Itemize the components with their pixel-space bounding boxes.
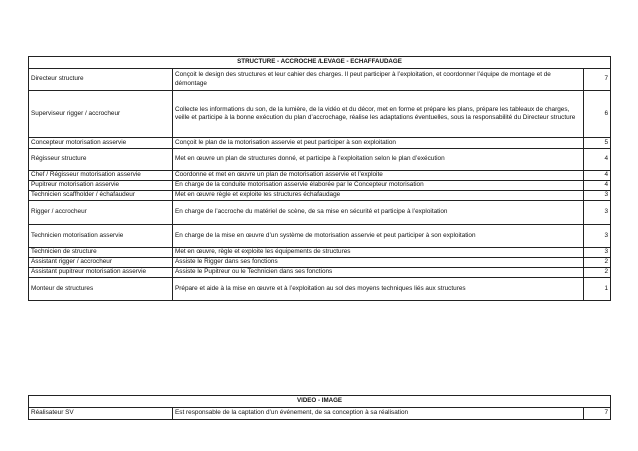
level-cell: 4 [584, 171, 611, 181]
description-cell: Coordonne et met en œuvre un plan de motorisation asservie et l’exploite [173, 171, 584, 181]
description-cell: Prépare et aide à la mise en œuvre et à l’exploitation au sol des moyens techniques liés aux structures [173, 278, 584, 301]
table-row [29, 201, 611, 225]
role-cell: Concepteur motorisation asservie [29, 138, 173, 149]
table-row [29, 408, 611, 420]
role-cell: Régisseur structure [29, 149, 173, 171]
table-row [29, 225, 611, 248]
table-row [29, 149, 611, 171]
level-cell: 3 [584, 225, 611, 248]
description-cell: En charge de la mise en œuvre d’un système de motorisation asservie et peut participer à son exploitation [173, 225, 584, 248]
role-cell: Pupitreur motorisation asservie [29, 181, 173, 191]
level-cell: 2 [584, 258, 611, 268]
role-cell: Rigger / accrocheur [29, 201, 173, 225]
section-title: STRUCTURE - ACCROCHE /LEVAGE - ECHAFFAUDAGE [29, 57, 611, 69]
description-cell: Collecte les informations du son, de la lumière, de la vidéo et du décor, met en forme et prépare les plans, prépare les tableaux de charges, veille et participe à la bonne exécution du plan d’accrochage, réalise les adaptations éventuelles, sous la responsabilité du Directeur structure [173, 91, 584, 138]
level-cell: 3 [584, 191, 611, 201]
section-header-row [29, 396, 611, 408]
description-cell: Assiste le Pupitreur ou le Technicien dans ses fonctions [173, 268, 584, 278]
section-header-row [29, 57, 611, 69]
table-row [29, 278, 611, 301]
table-row [29, 171, 611, 181]
description-cell: Conçoit le design des structures et leur cahier des charges. Il peut participer à l’exploitation, et coordonner l’équipe de montage et de démontage [173, 69, 584, 91]
table-row [29, 268, 611, 278]
table-row [29, 181, 611, 191]
table-row [29, 258, 611, 268]
level-cell: 5 [584, 138, 611, 149]
level-cell: 2 [584, 268, 611, 278]
section-title: VIDEO - IMAGE [29, 396, 611, 408]
role-cell: Technicien motorisation asservie [29, 225, 173, 248]
video-table [28, 395, 611, 420]
table-row [29, 69, 611, 91]
description-cell: Met en œuvre, règle et exploite les équipements de structures [173, 248, 584, 258]
level-cell: 7 [584, 408, 611, 420]
table-row [29, 248, 611, 258]
role-cell: Chef / Régisseur motorisation asservie [29, 171, 173, 181]
level-cell: 7 [584, 69, 611, 91]
level-cell: 1 [584, 278, 611, 301]
role-cell: Assistant pupitreur motorisation asservie [29, 268, 173, 278]
description-cell: Assiste le Rigger dans ses fonctions [173, 258, 584, 268]
description-cell: Conçoit le plan de la motorisation asservie et peut participer à son exploitation [173, 138, 584, 149]
level-cell: 4 [584, 181, 611, 191]
table-row [29, 138, 611, 149]
description-cell: Est responsable de la captation d’un événement, de sa conception à sa réalisation [173, 408, 584, 420]
description-cell: En charge de la conduite motorisation asservie élaborée par le Concepteur motorisation [173, 181, 584, 191]
table-row [29, 91, 611, 138]
role-cell: Assistant rigger / accrocheur [29, 258, 173, 268]
level-cell: 6 [584, 91, 611, 138]
role-cell: Superviseur rigger / accrocheur [29, 91, 173, 138]
role-cell: Technicien de structure [29, 248, 173, 258]
role-cell: Réalisateur SV [29, 408, 173, 420]
level-cell: 3 [584, 248, 611, 258]
structure-table [28, 56, 611, 301]
description-cell: Met en œuvre un plan de structures donné, et participe à l’exploitation selon le plan d’exécution [173, 149, 584, 171]
description-cell: En charge de l’accroche du matériel de scène, de sa mise en sécurité et participe à l’exploitation [173, 201, 584, 225]
description-cell: Met en œuvre règle et exploite les structures échafaudage [173, 191, 584, 201]
role-cell: Technicien scaffholder / échafaudeur [29, 191, 173, 201]
role-cell: Monteur de structures [29, 278, 173, 301]
role-cell: Directeur structure [29, 69, 173, 91]
level-cell: 3 [584, 201, 611, 225]
table-row [29, 191, 611, 201]
level-cell: 4 [584, 149, 611, 171]
